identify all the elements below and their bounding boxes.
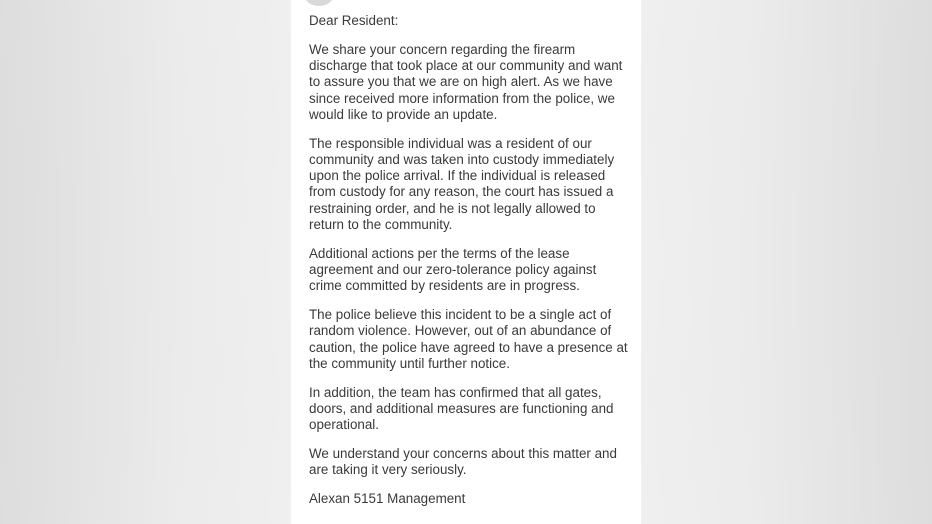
blurred-background-right bbox=[641, 0, 932, 524]
salutation: Dear Resident: bbox=[309, 13, 399, 28]
paragraph-police-presence: The police believe this incident to be a single act of random violence. However, out of an abundance of caution, the police have agreed to have a presence at the community until further notice. bbox=[309, 307, 628, 371]
blurred-background-left bbox=[0, 0, 291, 524]
paragraph-custody: The responsible individual was a resident of our community and was taken into custody immediately upon the police arrival. If the individual is released from custody for any reason, the court has issued a restraining order, and he is not legally allowed to return to the community. bbox=[309, 135, 615, 232]
paragraph-update: We share your concern regarding the firearm discharge that took place at our community and want to assure you that we are on high alert. As we have since received more information from the police, we would like to provide an update. bbox=[309, 42, 623, 122]
paragraph-lease-actions: Additional actions per the terms of the lease agreement and our zero-tolerance policy against crime committed by residents are in progress. bbox=[309, 245, 597, 294]
paragraph-gates: In addition, the team has confirmed that all gates, doors, and additional measures are functioning and operational. bbox=[309, 384, 614, 433]
avatar bbox=[305, 0, 333, 6]
signoff: Alexan 5151 Management bbox=[309, 491, 466, 507]
paragraph-concerns: We understand your concerns about this matter and are taking it very seriously. bbox=[309, 446, 617, 478]
letter-sheet bbox=[291, 0, 641, 524]
letter-body bbox=[309, 13, 631, 508]
